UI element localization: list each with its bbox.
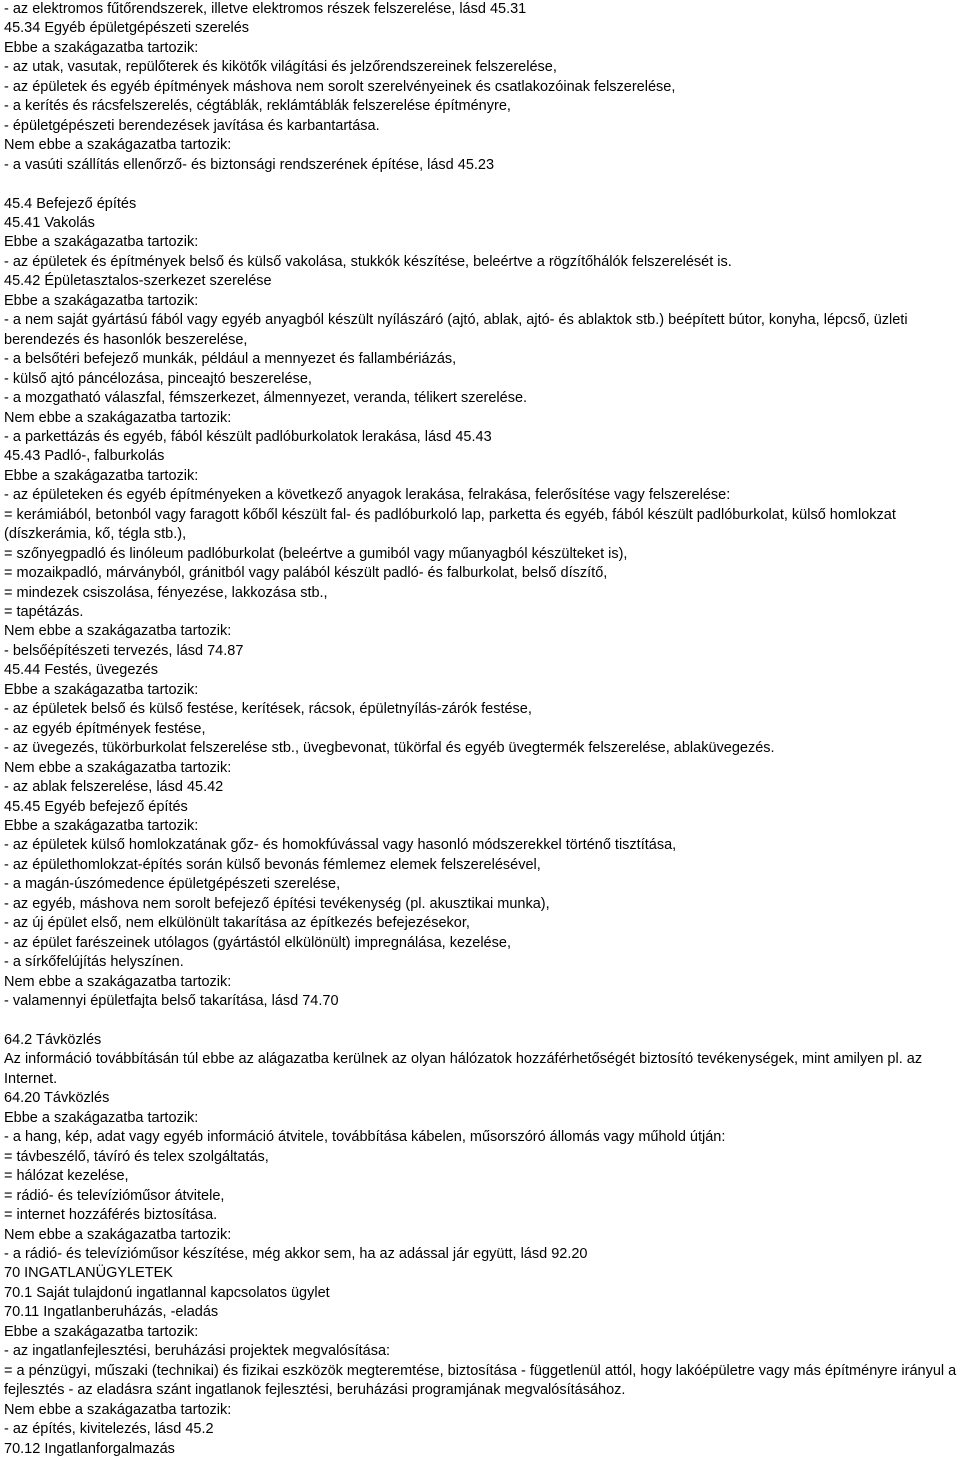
list-item: - az ablak felszerelése, lásd 45.42	[4, 779, 224, 796]
list-item: - a hang, kép, adat vagy egyéb információ átvitele, továbbítása kábelen, műsorszóró állomás vagy műhold útján:	[4, 1129, 726, 1146]
section-heading: 45.43 Padló-, falburkolás	[4, 448, 165, 465]
sub-list-item: = internet hozzáférés biztosítása.	[4, 1207, 218, 1224]
includes-label: Ebbe a szakágazatba tartozik:	[4, 1323, 199, 1340]
list-item: - az üvegezés, tükörburkolat felszerelése stb., üvegbevonat, tükörfal és egyéb üvegtermék felszerelése, ablaküvegezés.	[4, 740, 775, 757]
list-item: - külső ajtó páncélozása, pinceajtó beszerelése,	[4, 370, 312, 387]
list-item: - a vasúti szállítás ellenőrző- és biztonsági rendszerének építése, lásd 45.23	[4, 156, 495, 173]
list-item: - az ingatlanfejlesztési, beruházási projektek megvalósítása:	[4, 1343, 391, 1360]
list-item: - a sírkőfelújítás helyszínen.	[4, 954, 184, 971]
list-item: - az épületek és egyéb építmények máshova nem sorolt szerelvényeinek és csatlakozóinak felszerelése,	[4, 78, 676, 95]
sub-list-item: = mozaikpadló, márványból, gránitból vagy palából készült padló- és falburkolat, belső díszítő,	[4, 565, 608, 582]
includes-label: Ebbe a szakágazatba tartozik:	[4, 818, 199, 835]
section-heading: 45.34 Egyéb épületgépészeti szerelés	[4, 20, 250, 37]
includes-label: Ebbe a szakágazatba tartozik:	[4, 467, 199, 484]
includes-label: Ebbe a szakágazatba tartozik:	[4, 292, 199, 309]
section-heading: 70.11 Ingatlanberuházás, -eladás	[4, 1304, 219, 1321]
includes-label: Ebbe a szakágazatba tartozik:	[4, 234, 199, 251]
list-item: - a mozgatható válaszfal, fémszerkezet, álmennyezet, veranda, télikert szerelése.	[4, 390, 528, 407]
list-item: - a parkettázás és egyéb, fából készült padlóburkolatok lerakása, lásd 45.43	[4, 428, 492, 445]
excludes-label: Nem ebbe a szakágazatba tartozik:	[4, 1401, 232, 1418]
paragraph: Az információ továbbításán túl ebbe az alágazatba kerülnek az olyan hálózatok hozzáférhetőségét biztosító tevékenységek, mint amilyen pl. az Internet.	[4, 1051, 923, 1087]
section-heading: 45.41 Vakolás	[4, 214, 95, 231]
list-item: - az épülethomlokzat-építés során külső bevonás fémlemez elemek felszerelésével,	[4, 856, 541, 873]
includes-label: Ebbe a szakágazatba tartozik:	[4, 1109, 199, 1126]
section-heading: 64.2 Távközlés	[4, 1031, 102, 1048]
excludes-label: Nem ebbe a szakágazatba tartozik:	[4, 1226, 232, 1243]
list-item: - a rádió- és televízióműsor készítése, még akkor sem, ha az adással jár együtt, lásd 92.20	[4, 1245, 588, 1262]
excludes-label: Nem ebbe a szakágazatba tartozik:	[4, 973, 232, 990]
includes-label: Ebbe a szakágazatba tartozik:	[4, 681, 199, 698]
blank-line	[3, 1012, 957, 1031]
list-item: - valamennyi épületfajta belső takarítása, lásd 74.70	[4, 993, 339, 1010]
sub-list-item: = távbeszélő, távíró és telex szolgáltatás,	[4, 1148, 269, 1165]
sub-list-item: = a pénzügyi, műszaki (technikai) és fizikai eszközök megteremtése, biztosítása - függetlenül attól, hogy lakóépületre vagy más építményre irányul a fejlesztés - az eladásra szánt ingatlanok fejlesztési, beruházási programjának megvalósításához.	[4, 1362, 957, 1399]
section-heading: 70.12 Ingatlanforgalmazás	[4, 1440, 175, 1457]
section-heading: 64.20 Távközlés	[4, 1090, 110, 1107]
blank-line	[3, 175, 957, 194]
list-item: - a belsőtéri befejező munkák, például a mennyezet és fallambériázás,	[4, 351, 457, 368]
list-item: - az utak, vasutak, repülőterek és kikötők világítási és jelzőrendszereinek felszerelése,	[4, 59, 557, 76]
excludes-label: Nem ebbe a szakágazatba tartozik:	[4, 759, 232, 776]
list-item: - az épületek és építmények belső és külső vakolása, stukkók készítése, beleértve a rögzítőhálók felszerelését is.	[4, 253, 732, 270]
sub-list-item: = kerámiából, betonból vagy faragott kőből készült fal- és padlóburkoló lap, parketta és egyéb, fából készült padlóburkolat, külső homlokzat (díszkerámia, kő, tégla stb.),	[4, 506, 896, 543]
list-item: - az épületek belső és külső festése, kerítések, rácsok, épületnyílás-zárók festése,	[4, 701, 532, 718]
section-heading: 45.4 Befejező építés	[4, 195, 137, 212]
list-item: - a kerítés és rácsfelszerelés, cégtáblák, reklámtáblák felszerelése építményre,	[4, 98, 511, 115]
excludes-label: Nem ebbe a szakágazatba tartozik:	[4, 623, 232, 640]
excludes-label: Nem ebbe a szakágazatba tartozik:	[4, 409, 232, 426]
list-item: - az egyéb, máshova nem sorolt befejező építési tevékenység (pl. akusztikai munka),	[4, 895, 550, 912]
list-item: - az építés, kivitelezés, lásd 45.2	[4, 1421, 214, 1438]
sub-list-item: = szőnyegpadló és linóleum padlóburkolat (beleértve a gumiból vagy műanyagból készülteket is),	[4, 545, 628, 562]
list-item: - az egyéb építmények festése,	[4, 720, 206, 737]
section-heading: 45.45 Egyéb befejező építés	[4, 798, 188, 815]
section-heading: 45.44 Festés, üvegezés	[4, 662, 158, 679]
text-line: - az elektromos fűtőrendszerek, illetve elektromos részek felszerelése, lásd 45.31	[4, 1, 527, 17]
list-item: - az épület farészeinek utólagos (gyártástól elkülönült) impregnálása, kezelése,	[4, 934, 511, 951]
list-item: - a magán-úszómedence épületgépészeti szerelése,	[4, 876, 341, 893]
sub-list-item: = rádió- és televízióműsor átvitele,	[4, 1187, 225, 1204]
sub-list-item: = mindezek csiszolása, fényezése, lakkozása stb.,	[4, 584, 328, 601]
document-page	[3, 0, 957, 1459]
section-heading: 70 INGATLANÜGYLETEK	[4, 1265, 173, 1282]
list-item: - az épületek külső homlokzatának gőz- és homokfúvással vagy hasonló módszerekkel történő tisztítása,	[4, 837, 677, 854]
list-item: - épületgépészeti berendezések javítása és karbantartása.	[4, 117, 380, 134]
sub-list-item: = tapétázás.	[4, 604, 84, 621]
includes-label: Ebbe a szakágazatba tartozik:	[4, 39, 199, 56]
section-heading: 70.1 Saját tulajdonú ingatlannal kapcsolatos ügylet	[4, 1284, 330, 1301]
list-item: - az épületeken és egyéb építményeken a következő anyagok lerakása, felrakása, felerősítése vagy felszerelése:	[4, 487, 731, 504]
sub-list-item: = hálózat kezelése,	[4, 1168, 129, 1185]
list-item: - a nem saját gyártású fából vagy egyéb anyagból készült nyílászáró (ajtó, ablak, ajtó- és ablaktok stb.) beépített bútor, konyha, lépcső, üzleti berendezés és hasonlók beszerelése,	[4, 312, 908, 348]
section-heading: 45.42 Épületasztalos-szerkezet szerelése	[4, 273, 272, 290]
list-item: - az új épület első, nem elkülönült takarítása az építkezés befejezésekor,	[4, 915, 470, 932]
excludes-label: Nem ebbe a szakágazatba tartozik:	[4, 137, 232, 154]
list-item: - belsőépítészeti tervezés, lásd 74.87	[4, 642, 244, 659]
